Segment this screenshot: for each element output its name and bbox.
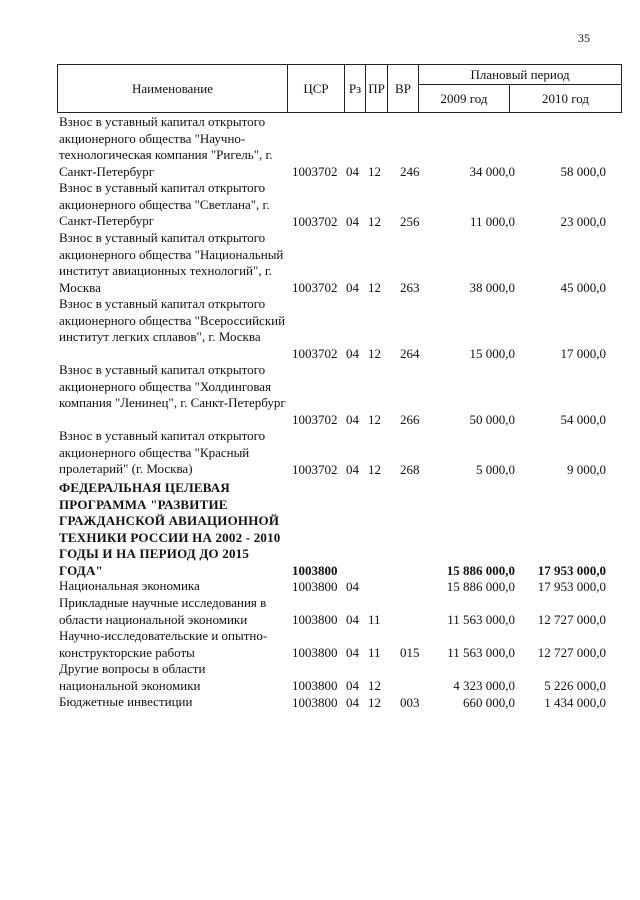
row-vr: 003 xyxy=(400,694,420,710)
header-pr: ПР xyxy=(366,65,388,113)
row-pr: 12 xyxy=(368,213,381,229)
row-2010: 9 000,0 xyxy=(567,461,606,477)
row-rz: 04 xyxy=(346,461,359,477)
row-csr: 1003800 xyxy=(292,694,338,710)
row-pr: 12 xyxy=(368,411,381,427)
table-row xyxy=(0,230,640,296)
row-2010: 17 000,0 xyxy=(560,345,606,361)
header-year-2009: 2009 год xyxy=(419,85,510,113)
row-vr: 015 xyxy=(400,644,420,660)
row-pr: 12 xyxy=(368,345,381,361)
row-csr: 1003702 xyxy=(292,411,338,427)
row-2010: 17 953 000,0 xyxy=(537,562,606,578)
row-name: Взнос в уставный капитал открытого акционерного общества "Научно-технологическая компания "Ригель", г. Санкт-Петербург xyxy=(59,114,273,179)
row-rz: 04 xyxy=(346,411,359,427)
row-name: Национальная экономика xyxy=(59,578,200,593)
row-name: Взнос в уставный капитал открытого акционерного общества "Красный пролетарий" (г. Москва) xyxy=(59,428,266,476)
table-row xyxy=(0,694,640,711)
row-2009: 5 000,0 xyxy=(476,461,515,477)
row-name: Другие вопросы в области национальной экономики xyxy=(59,661,206,693)
row-csr: 1003800 xyxy=(292,578,338,594)
row-rz: 04 xyxy=(346,611,359,627)
program-row xyxy=(0,480,640,579)
table-row xyxy=(0,114,640,180)
row-name: Взнос в уставный капитал открытого акционерного общества "Всероссийский институт легких сплавов", г. Москва xyxy=(59,296,286,344)
row-name: Взнос в уставный капитал открытого акционерного общества "Светлана", г. Санкт-Петербург xyxy=(59,180,270,228)
table-row xyxy=(0,428,640,478)
row-2010: 12 727 000,0 xyxy=(537,644,606,660)
row-csr: 1003800 xyxy=(292,644,338,660)
page-number: 35 xyxy=(578,31,590,45)
table-header xyxy=(57,64,622,113)
row-2009: 11 000,0 xyxy=(469,213,515,229)
row-csr: 1003702 xyxy=(292,279,338,295)
row-pr: 12 xyxy=(368,461,381,477)
row-name: Научно-исследовательские и опытно-конструкторские работы xyxy=(59,628,268,660)
row-rz: 04 xyxy=(346,213,359,229)
table-row xyxy=(0,628,640,661)
row-pr: 12 xyxy=(368,694,381,710)
row-name: Взнос в уставный капитал открытого акционерного общества "Национальный институт авиационных технологий", г. Москва xyxy=(59,230,284,295)
header-csr: ЦСР xyxy=(288,65,345,113)
row-2009: 4 323 000,0 xyxy=(453,677,515,693)
row-2010: 58 000,0 xyxy=(560,163,606,179)
row-csr: 1003702 xyxy=(292,345,338,361)
table-row xyxy=(0,296,640,362)
table-row xyxy=(0,362,640,428)
row-rz: 04 xyxy=(346,644,359,660)
row-2010: 17 953 000,0 xyxy=(537,578,606,594)
row-pr: 11 xyxy=(368,644,381,660)
header-year-2010: 2010 год xyxy=(510,85,622,113)
row-2009: 34 000,0 xyxy=(469,163,515,179)
row-2010: 23 000,0 xyxy=(560,213,606,229)
row-rz: 04 xyxy=(346,279,359,295)
row-name: Прикладные научные исследования в области национальной экономики xyxy=(59,595,267,627)
row-2010: 5 226 000,0 xyxy=(544,677,606,693)
row-2009: 38 000,0 xyxy=(469,279,515,295)
row-csr: 1003800 xyxy=(292,611,338,627)
row-2010: 12 727 000,0 xyxy=(537,611,606,627)
row-2009: 15 000,0 xyxy=(469,345,515,361)
table-row xyxy=(0,595,640,628)
row-csr: 1003800 xyxy=(292,677,338,693)
row-rz: 04 xyxy=(346,345,359,361)
program-title: ФЕДЕРАЛЬНАЯ ЦЕЛЕВАЯ ПРОГРАММА "РАЗВИТИЕ ГРАЖДАНСКОЙ АВИАЦИОННОЙ ТЕХНИКИ РОССИИ НА 2002 - 2010 ГОДЫ И НА ПЕРИОД ДО 2015 ГОДА" xyxy=(59,480,281,578)
header-planned-period: Плановый период xyxy=(419,65,622,85)
row-pr: 12 xyxy=(368,279,381,295)
row-csr: 1003800 xyxy=(292,562,338,578)
table-row xyxy=(0,180,640,230)
row-name: Бюджетные инвестиции xyxy=(59,694,193,709)
row-rz: 04 xyxy=(346,694,359,710)
row-vr: 256 xyxy=(400,213,420,229)
row-rz: 04 xyxy=(346,578,359,594)
row-2009: 660 000,0 xyxy=(463,694,515,710)
row-rz: 04 xyxy=(346,163,359,179)
row-2010: 45 000,0 xyxy=(560,279,606,295)
row-2009: 11 563 000,0 xyxy=(447,644,515,660)
row-2010: 1 434 000,0 xyxy=(544,694,606,710)
row-pr: 12 xyxy=(368,677,381,693)
row-vr: 246 xyxy=(400,163,420,179)
row-vr: 266 xyxy=(400,411,420,427)
row-csr: 1003702 xyxy=(292,213,338,229)
header-vr: ВР xyxy=(388,65,419,113)
row-csr: 1003702 xyxy=(292,461,338,477)
row-2009: 15 886 000,0 xyxy=(446,562,515,578)
header-name: Наименование xyxy=(58,65,288,113)
row-vr: 264 xyxy=(400,345,420,361)
table-row xyxy=(0,578,640,595)
row-pr: 12 xyxy=(368,163,381,179)
header-rz: Рз xyxy=(345,65,366,113)
row-2009: 11 563 000,0 xyxy=(447,611,515,627)
row-2009: 15 886 000,0 xyxy=(446,578,515,594)
row-vr: 263 xyxy=(400,279,420,295)
table-row xyxy=(0,661,640,694)
row-pr: 11 xyxy=(368,611,381,627)
row-name: Взнос в уставный капитал открытого акционерного общества "Холдинговая компания "Ленинец", г. Санкт-Петербург xyxy=(59,362,286,410)
row-rz: 04 xyxy=(346,677,359,693)
row-2009: 50 000,0 xyxy=(469,411,515,427)
row-csr: 1003702 xyxy=(292,163,338,179)
row-vr: 268 xyxy=(400,461,420,477)
row-2010: 54 000,0 xyxy=(560,411,606,427)
